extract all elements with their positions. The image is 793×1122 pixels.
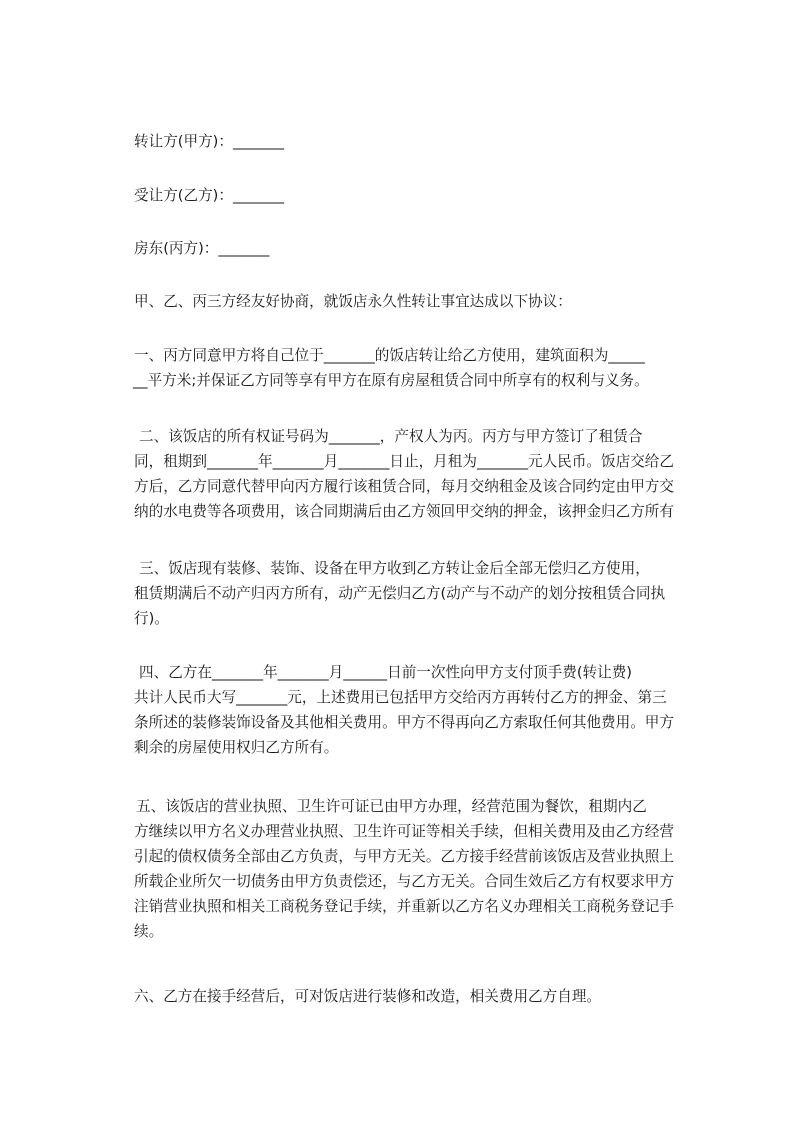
clause-3-line-2: 租赁期满后不动产归丙方所有，动产无偿归乙方(动产与不动产的划分按租赁合同执 [134, 585, 666, 602]
landlord-field [134, 236, 694, 261]
clause-5-line-4: 所载企业所欠一切债务由甲方负责偿还，与乙方无关。合同生效后乙方有权要求甲方 [134, 873, 674, 890]
transferor-line: 转让方(甲方)：_______ [134, 133, 285, 150]
clause-4 [134, 660, 694, 760]
clause-2-line-2: 同，租期到_______年_______月_______日止，月租为_______元人民币。饭店交给乙 [134, 453, 674, 470]
clause-4-line-3: 条所述的装修装饰设备及其他相关费用。甲方不得再向乙方索取任何其他费用。甲方 [134, 714, 674, 731]
clause-2-line-4: 纳的水电费等各项费用，该合同期满后由乙方领回甲交纳的押金，该押金归乙方所有 [134, 503, 674, 520]
clause-1-line-2: __平方米;并保证乙方同等享有甲方在原有房屋租赁合同中所享有的权利与义务。 [133, 372, 649, 389]
clause-5-line-3: 引起的债权债务全部由乙方负责，与甲方无关。乙方接手经营前该饭店及营业执照上 [134, 848, 674, 865]
clause-2-line-1: 二、该饭店的所有权证号码为_______，产权人为丙。丙方与甲方签订了租赁合 [139, 428, 643, 445]
clause-5 [134, 794, 694, 944]
intro-line: 甲、乙、丙三方经友好协商，就饭店永久性转让事宜达成以下协议： [134, 293, 572, 310]
clause-3-line-3: 行)。 [134, 610, 169, 627]
clause-5-line-2: 方继续以甲方名义办理营业执照、卫生许可证等相关手续，但相关费用及由乙方经营 [134, 823, 674, 840]
clause-3-line-1: 三、饭店现有装修、装饰、设备在甲方收到乙方转让金后全部无偿归乙方使用， [139, 560, 650, 577]
clause-5-line-5: 注销营业执照和相关工商税务登记手续，并重新以乙方名义办理相关工商税务登记手 [134, 898, 674, 915]
intro-paragraph [134, 289, 694, 314]
clause-6 [134, 984, 694, 1009]
transferor-field [134, 129, 694, 154]
transferee-field [134, 183, 694, 208]
clause-4-line-2: 共计人民币大写_______元，上述费用已包括甲方交给丙方再转付乙方的押金、第三 [134, 689, 667, 706]
clause-6-line-1: 六、乙方在接手经营后，可对饭店进行装修和改造，相关费用乙方自理。 [134, 988, 602, 1005]
clause-1 [134, 343, 694, 393]
clause-2 [134, 424, 694, 524]
clause-5-line-1: 五、该饭店的营业执照、卫生许可证已由甲方办理，经营范围为餐饮，租期内乙 [136, 798, 647, 815]
clause-2-line-3: 方后，乙方同意代替甲向丙方履行该租赁合同，每月交纳租金及该合同约定由甲方交 [134, 478, 674, 495]
clause-5-line-6: 续。 [134, 923, 164, 940]
transferee-line: 受让方(乙方)：_______ [134, 187, 285, 204]
clause-4-line-4: 剩余的房屋使用权归乙方所有。 [134, 739, 339, 756]
clause-3 [134, 556, 694, 631]
landlord-line: 房东(丙方)：_______ [134, 240, 270, 257]
clause-1-line-1: 一、丙方同意甲方将自己位于_______的饭店转让给乙方使用，建筑面积为_____ [134, 347, 645, 364]
clause-4-line-1: 四、乙方在_______年_______月______日前一次性向甲方支付顶手费(转让费) [139, 664, 632, 681]
